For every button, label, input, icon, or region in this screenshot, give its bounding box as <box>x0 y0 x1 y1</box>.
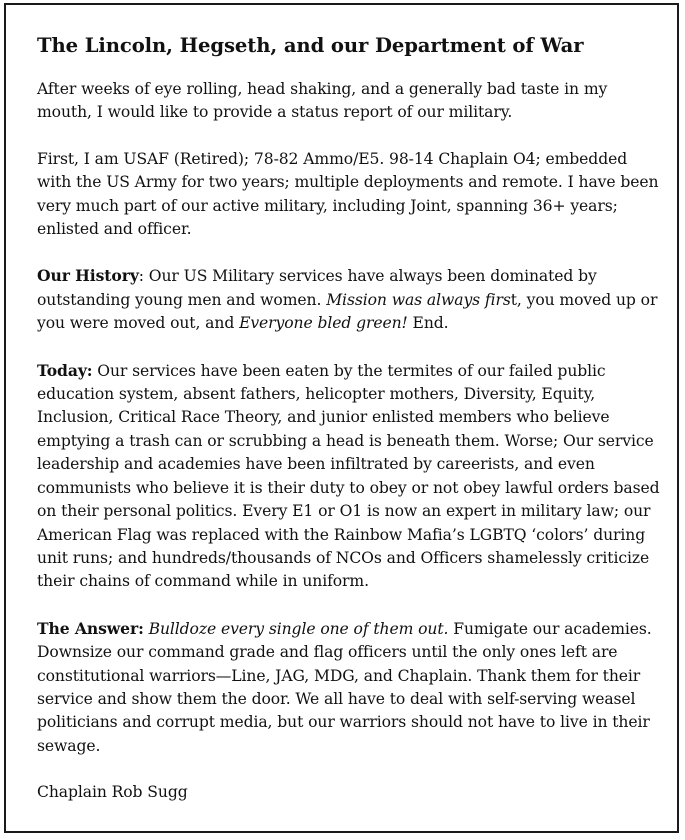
history-text-3: End. <box>407 314 449 333</box>
intro-paragraph: After weeks of eye rolling, head shaking, and a generally bad taste in my mouth, I would like to provide a status report of our military. <box>37 80 608 122</box>
answer-label: The Answer: <box>37 618 144 638</box>
answer-text: Fumigate our academies. Downsize our command grade and flag officers until the only ones left are constitutional warriors—Line, JAG, MDG, and Chaplain. Thank them for their service and show them the door. We all have to deal with self-serving weasel politicians and corrupt media, but our warriors should not have to live in their sewage. <box>37 619 652 755</box>
history-text-1: : Our US Military services have always been dominated by outstanding young men and women. <box>37 267 597 309</box>
today-text: Our services have been eaten by the termites of our failed public education system, absent fathers, helicopter mothers, Diversity, Equity, Inclusion, Critical Race Theory, and junior enlisted members who believe emptying a trash can or scrubbing a head is beneath them. Worse; Our service leadership and academies have been infiltrated by careerists, and even communists who believe it is their duty to obey or not obey lawful orders based on their personal politics. Every E1 or O1 is now an expert in military law; our American Flag was replaced with the Rainbow Mafia’s LGBTQ ‘colors’ during unit runs; and hundreds/thousands of NCOs and Officers shamelessly criticize their chains of command while in uniform. <box>37 361 660 591</box>
today-label: Today: <box>37 360 93 380</box>
letter-body <box>37 33 662 805</box>
history-italic-2: Everyone bled green! <box>239 314 408 333</box>
history-italic-1: Mission was always firs <box>326 290 511 309</box>
signature: Chaplain Rob Sugg <box>37 783 188 802</box>
history-label: Our History <box>37 266 139 286</box>
history-paragraph <box>37 264 662 335</box>
history-text-2: t, you moved up or you were moved out, and <box>37 290 658 333</box>
answer-italic: Bulldoze every single one of them out. <box>143 619 449 638</box>
background-paragraph: First, I am USAF (Retired); 78-82 Ammo/E5. 98-14 Chaplain O4; embedded with the US Army for two years; multiple deployments and remote. I have been very much part of our active military, including Joint, spanning 36+ years; enlisted and officer. <box>37 149 659 239</box>
answer-paragraph <box>37 617 662 758</box>
letter-title: The Lincoln, Hegseth, and our Department of War <box>37 34 584 57</box>
today-paragraph <box>37 359 662 594</box>
